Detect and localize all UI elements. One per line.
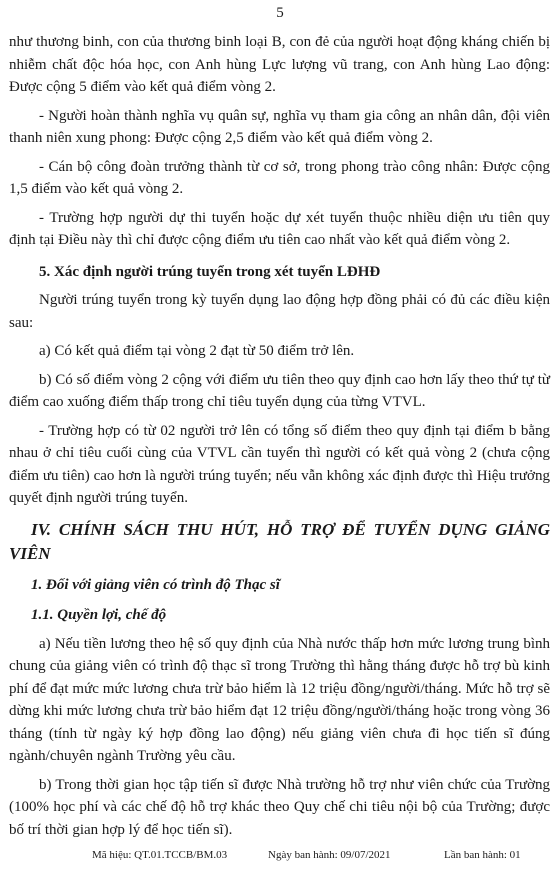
section-heading-5: 5. Xác định người trúng tuyển trong xét tuyển LĐHĐ xyxy=(39,263,381,280)
paragraph-military-service: - Người hoàn thành nghĩa vụ quân sự, nghĩa vụ tham gia công an nhân dân, đội viên thanh niên xung phong: Được cộng 2,5 điểm vào kết quả điểm vòng 2. xyxy=(9,107,550,146)
paragraph-condition-b: b) Có số điểm vòng 2 cộng với điểm ưu tiên theo quy định cao hơn lấy theo thứ tự từ điểm cao xuống điểm thấp trong chỉ tiêu tuyển dụng của từng VTVL. xyxy=(9,371,550,410)
paragraph-phd-support: b) Trong thời gian học tập tiến sĩ được Nhà trường hỗ trợ như viên chức của Trường (100% học phí và các chế độ hỗ trợ khác theo Quy chế chi tiêu nội bộ của Trường; được bố trí thời gian hợp lý để học tiến sĩ). xyxy=(9,776,550,838)
document-body xyxy=(9,31,550,841)
footer-document-code: Mã hiệu: QT.01.TCCB/BM.03 xyxy=(92,849,228,861)
footer-revision: Lần ban hành: 01 xyxy=(444,849,521,861)
paragraph-salary-support: a) Nếu tiền lương theo hệ số quy định của Nhà nước thấp hơn mức lương trung bình chung của giảng viên có trình độ thạc sĩ trong Trường thì hằng tháng được hỗ trợ bù kinh phí để đạt mức mức lương chưa trừ bảo hiểm là 12 triệu đồng/người/tháng. Mức hỗ trợ sẽ dừng khi mức lương chưa trừ bảo hiểm đạt 12 triệu đồng/người/tháng hoặc trong vòng 36 tháng (tính từ ngày ký hợp đồng lao động) nếu giảng viên chưa đi học tiến sĩ đúng ngành/chuyên ngành Trường yêu cầu. xyxy=(9,635,550,764)
section-heading-1-1: 1.1. Quyền lợi, chế độ xyxy=(31,607,167,623)
paragraph-condition-a: a) Có kết quả điểm tại vòng 2 đạt từ 50 điểm trở lên. xyxy=(39,343,355,359)
paragraph-priority-cont: như thương binh, con của thương binh loại B, con đẻ của người hoạt động kháng chiến bị nhiễm chất độc hóa học, con Anh hùng Lực lượng vũ trang, con Anh hùng Lao động: Được cộng 5 điểm vào kết quả điểm vòng 2. xyxy=(9,34,550,95)
paragraph-tie-break: - Trường hợp có từ 02 người trở lên có tổng số điểm theo quy định tại điểm b bằng nhau ở chỉ tiêu cuối cùng của VTVL cần tuyển thì người có kết quả vòng 2 (chưa cộng điểm ưu tiên) cao hơn là người trúng tuyển; nếu vẫn không xác định được thì Hiệu trưởng quyết định người trúng tuyển. xyxy=(9,422,550,506)
paragraph-conditions: Người trúng tuyển trong kỳ tuyển dụng lao động hợp đồng phải có đủ các điều kiện sau: xyxy=(9,292,550,331)
paragraph-multiple-priority: - Trường hợp người dự thi tuyển hoặc dự xét tuyển thuộc nhiều diện ưu tiên quy định tại Điều này thì chỉ được cộng điểm ưu tiên cao nhất vào kết quả điểm vòng 2. xyxy=(9,209,550,248)
footer-issue-date: Ngày ban hành: 09/07/2021 xyxy=(268,849,391,861)
page-footer xyxy=(0,844,560,864)
paragraph-union-cadre: - Cán bộ công đoàn trưởng thành từ cơ sở, trong phong trào công nhân: Được cộng 1,5 điểm vào kết quả vòng 2. xyxy=(9,158,550,197)
page-number: 5 xyxy=(276,5,284,21)
section-heading-1: 1. Đối với giảng viên có trình độ Thạc sĩ xyxy=(31,576,280,593)
section-heading-iv: IV. CHÍNH SÁCH THU HÚT, HỖ TRỢ ĐỂ TUYỂN DỤNG GIẢNG VIÊN xyxy=(9,519,550,563)
